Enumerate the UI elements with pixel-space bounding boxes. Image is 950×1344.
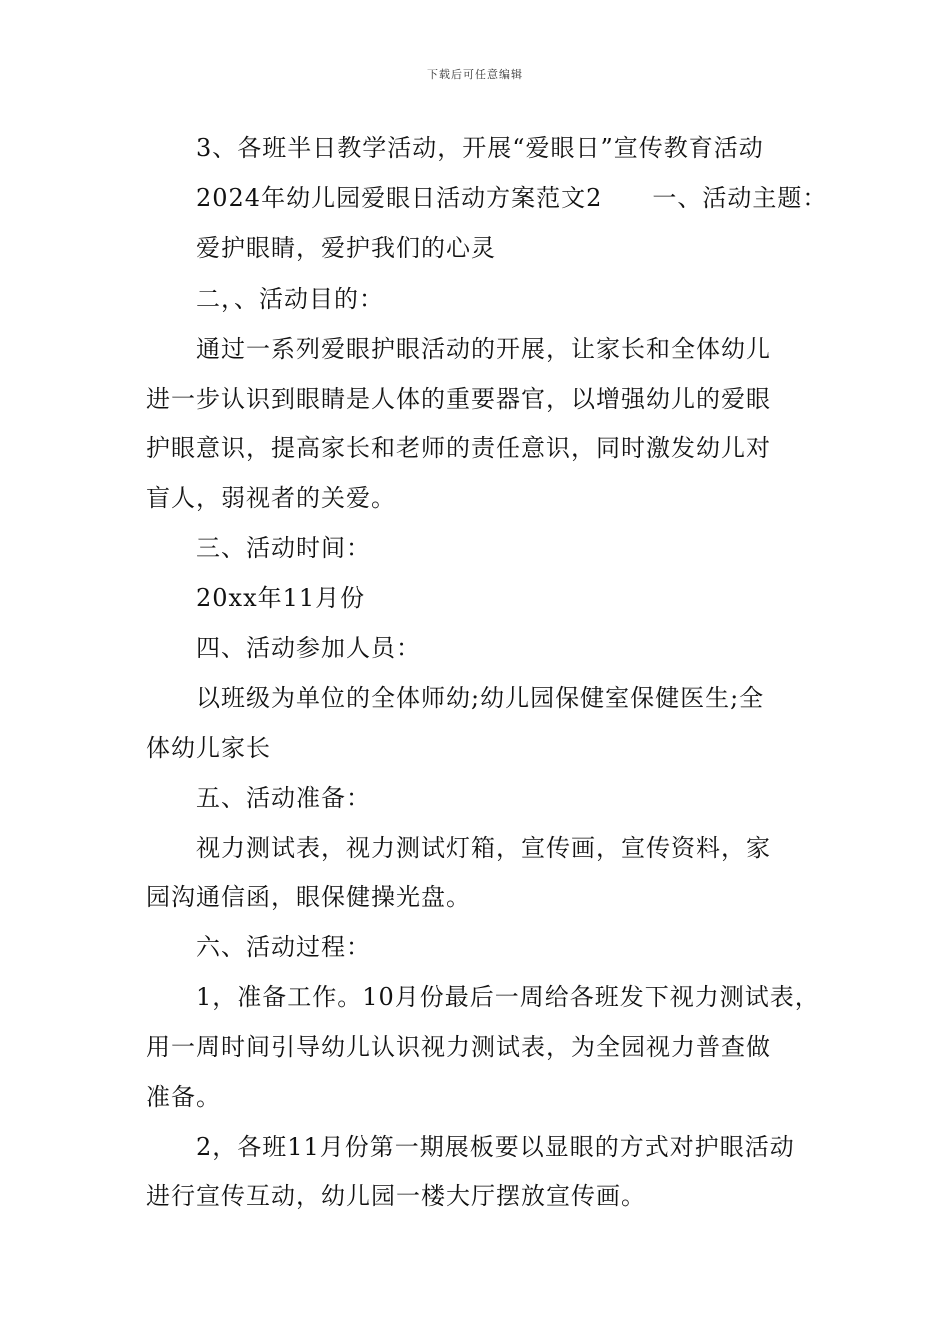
paragraph-line: 进一步认识到眼睛是人体的重要器官，以增强幼儿的爱眼 [146, 385, 771, 413]
paragraph-line: 2，各班11月份第一期展板要以显眼的方式对护眼活动 [196, 1133, 795, 1161]
paragraph-line: 以班级为单位的全体师幼;幼儿园保健室保健医生;全 [196, 684, 765, 712]
paragraph-line: 体幼儿家长 [146, 734, 271, 762]
paragraph-line: 通过一系列爱眼护眼活动的开展，让家长和全体幼儿 [196, 335, 771, 363]
section-heading: 六、活动过程： [196, 933, 371, 961]
paragraph-line: 视力测试表，视力测试灯箱，宣传画，宣传资料，家 [196, 834, 771, 862]
section-heading: 四、活动参加人员： [196, 634, 421, 662]
section-heading: 五、活动准备： [196, 784, 371, 812]
paragraph-line: 1，准备工作。10月份最后一周给各班发下视力测试表， [196, 983, 820, 1011]
paragraph-line: 盲人，弱视者的关爱。 [146, 484, 396, 512]
paragraph-line: 护眼意识，提高家长和老师的责任意识，同时激发幼儿对 [146, 434, 771, 462]
paragraph-line: 用一周时间引导幼儿认识视力测试表，为全园视力普查做 [146, 1033, 771, 1061]
paragraph-line: 准备。 [146, 1083, 221, 1111]
section-heading: 二，、活动目的： [196, 285, 384, 313]
paragraph-line: 爱护眼睛，爱护我们的心灵 [196, 234, 496, 262]
paragraph-line [196, 183, 827, 213]
paragraph-line: 园沟通信函，眼保健操光盘。 [146, 883, 471, 911]
section-title: 2024年幼儿园爱眼日活动方案范文2 [196, 184, 603, 212]
paragraph-line: 进行宣传互动，幼儿园一楼大厅摆放宣传画。 [146, 1182, 646, 1210]
paragraph-line: 20xx年11月份 [196, 584, 366, 612]
paragraph-line: 3、各班半日教学活动，开展“爱眼日”宣传教育活动 [196, 134, 764, 162]
section-heading: 三、活动时间： [196, 534, 371, 562]
header-note: 下载后可任意编辑 [427, 68, 523, 81]
section-heading: 一、活动主题： [652, 184, 828, 212]
